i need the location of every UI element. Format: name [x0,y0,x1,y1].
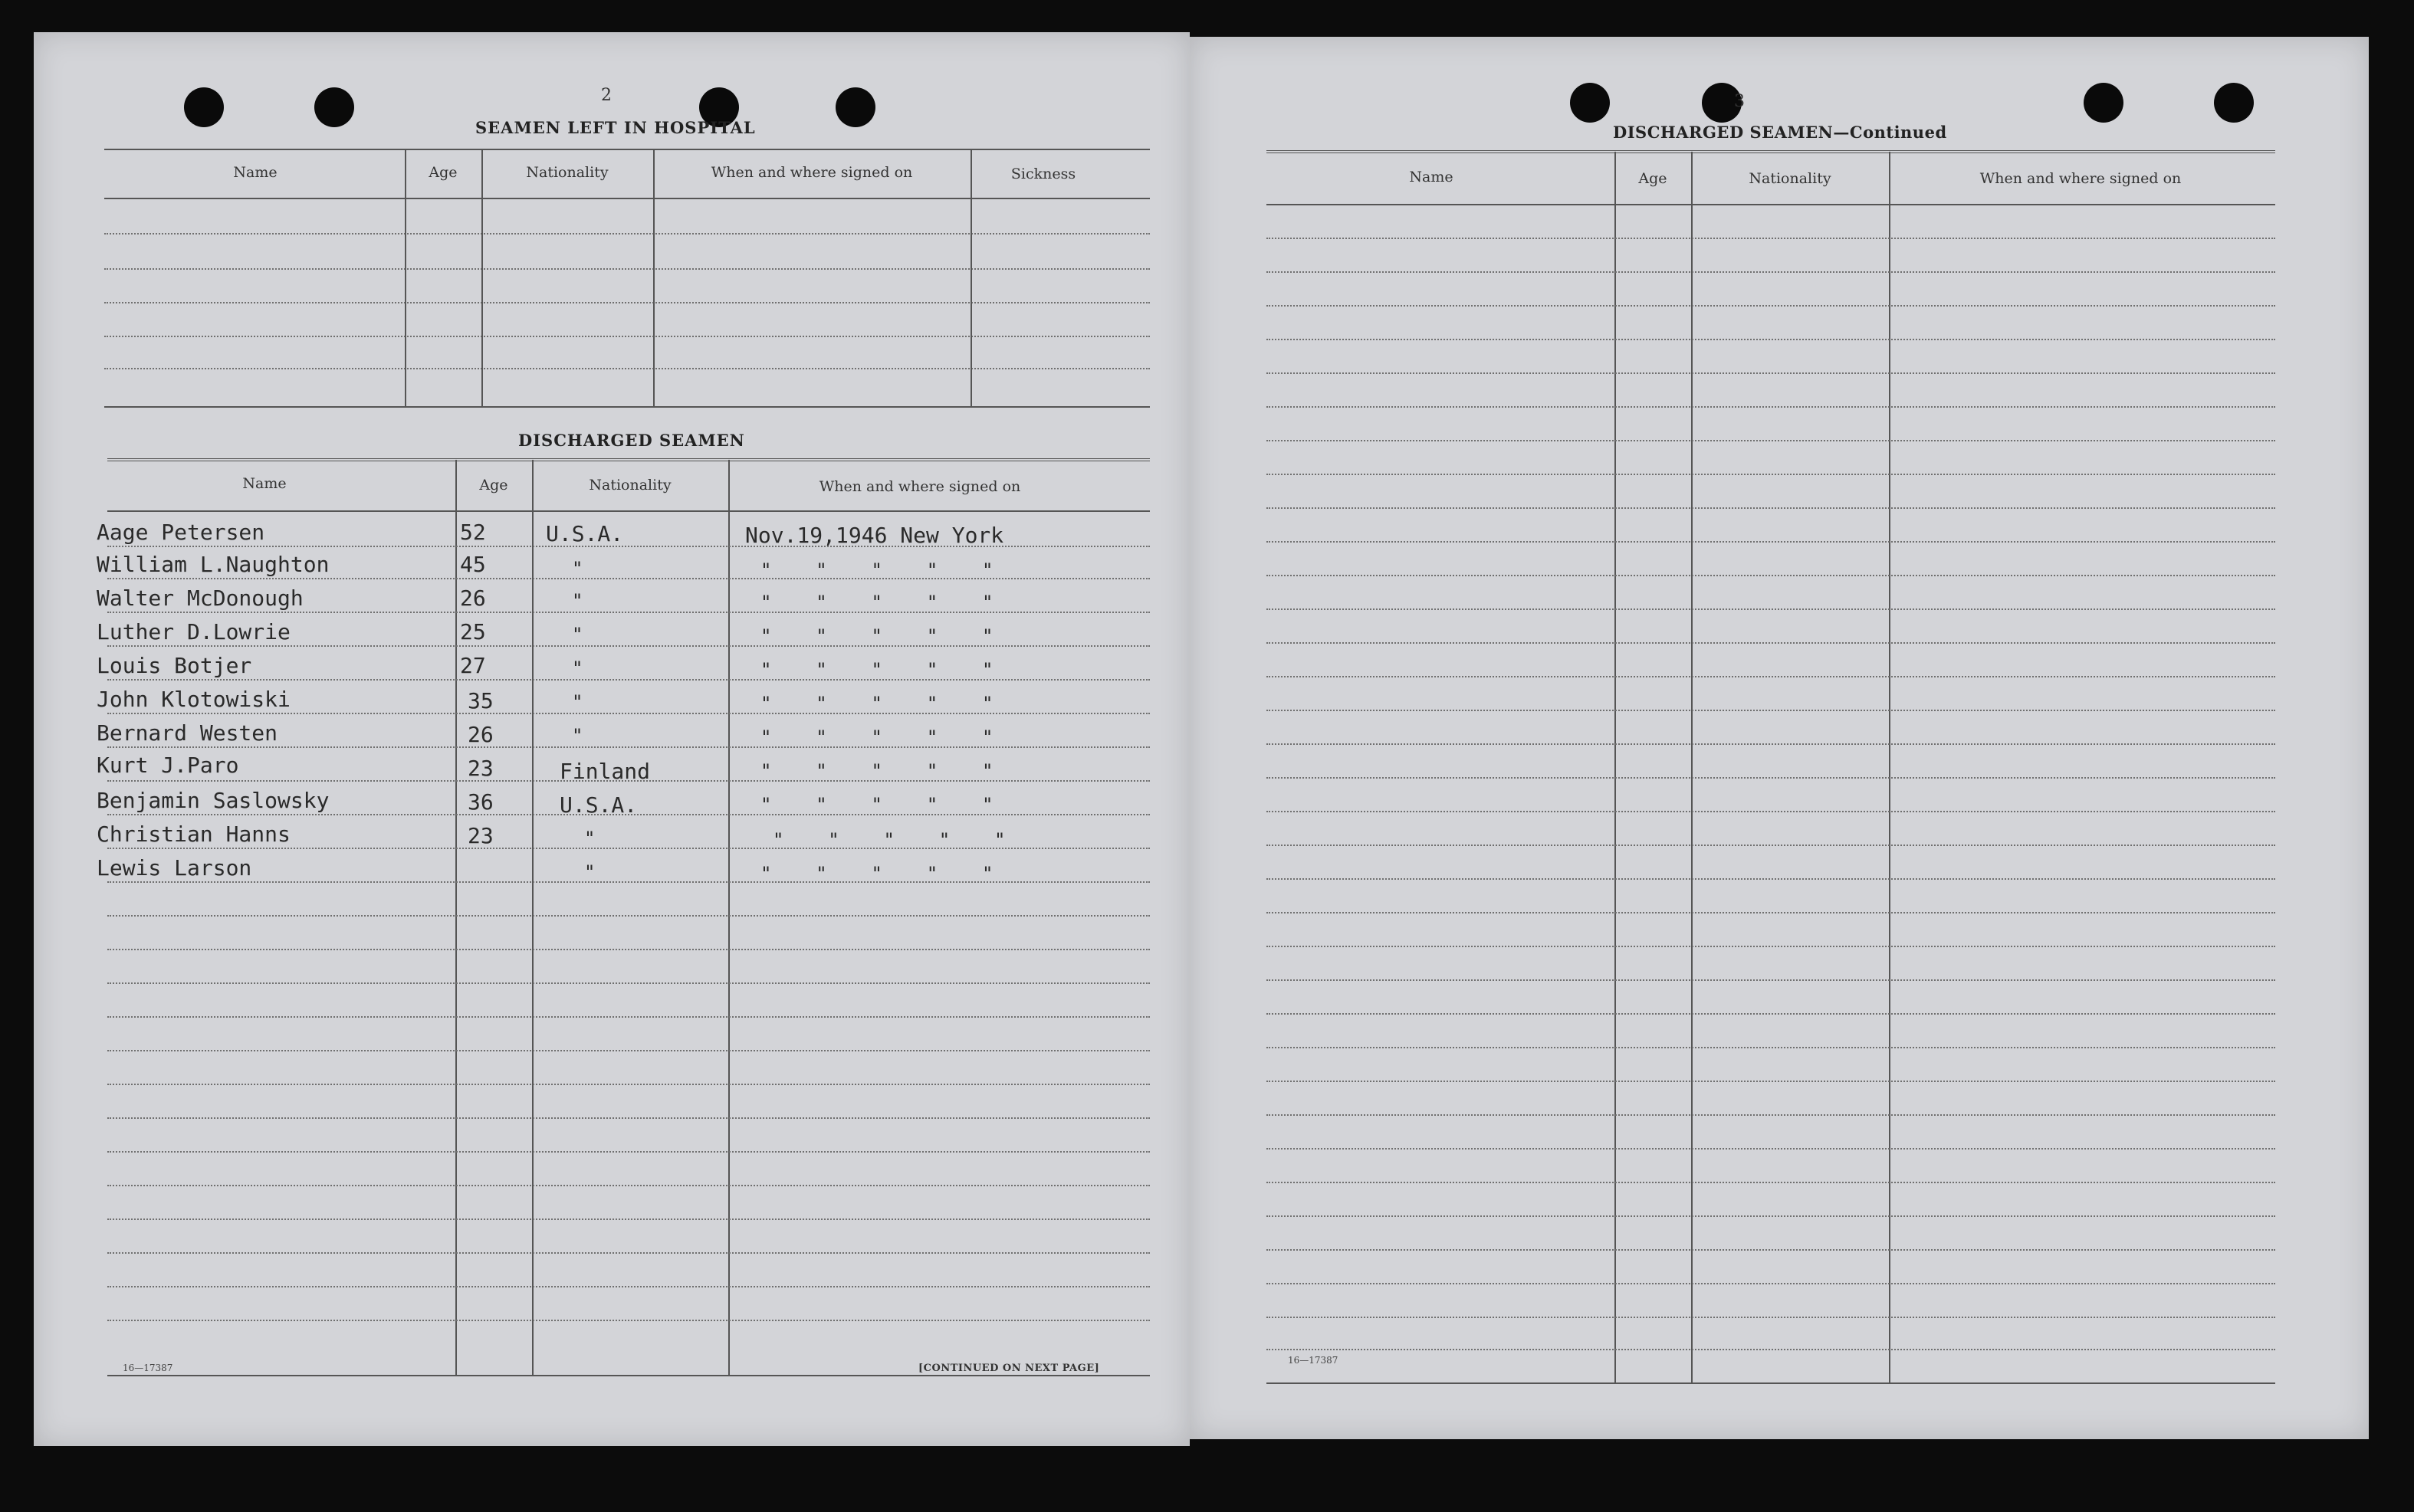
seaman-nationality: " [572,658,583,679]
hospital-col-sickness: Sickness [1010,166,1076,182]
seaman-signed-on: " " " " " [760,726,994,748]
punch-hole [836,87,875,127]
hospital-col-age: Age [429,164,458,181]
left-page [34,32,1190,1446]
seaman-nationality: " [572,691,583,713]
seaman-signed-on: " " " " " [760,592,994,613]
hospital-col-name: Name [233,164,278,181]
seaman-age: 27 [460,653,486,678]
seaman-nationality: U.S.A. [560,792,638,818]
discharged-col-nationality: Nationality [589,477,672,494]
seaman-signed-on: " " " " " [760,794,994,815]
seaman-age: 35 [468,688,494,713]
form-number: 16—17387 [1288,1355,1338,1366]
discharged-col-signed-on: When and where signed on [819,478,1021,495]
hospital-section-title: SEAMEN LEFT IN HOSPITAL [475,118,756,137]
discharged-col-age: Age [479,477,508,494]
seaman-signed-on: " " " " " [773,829,1006,851]
seaman-name: Louis Botjer [97,653,252,678]
punch-hole [184,87,224,127]
seaman-age: 36 [468,789,494,815]
seaman-age: 52 [460,520,486,545]
seaman-signed-on: " " " " " [760,693,994,714]
seaman-age: 23 [468,823,494,848]
seaman-name: John Klotowiski [97,687,291,712]
seaman-age: 26 [460,585,486,611]
seaman-signed-on: " " " " " [760,625,994,647]
discharged-section-title: DISCHARGED SEAMEN [518,431,745,450]
seaman-age: 23 [468,756,494,781]
seaman-name: William L.Naughton [97,552,330,577]
punch-hole [1570,83,1610,123]
continued-note: [CONTINUED ON NEXT PAGE] [918,1363,1100,1374]
seaman-name: Kurt J.Paro [97,753,239,778]
discharged-col-name: Name [242,475,287,492]
seaman-age: 25 [460,619,486,644]
hospital-col-nationality: Nationality [526,164,609,181]
punch-hole [314,87,354,127]
form-number: 16—17387 [123,1363,173,1373]
seaman-name: Lewis Larson [97,855,252,881]
right-col-age: Age [1638,170,1667,187]
right-col-nationality: Nationality [1749,170,1831,187]
continued-section-title: DISCHARGED SEAMEN—Continued [1613,123,1947,142]
seaman-name: Aage Petersen [97,520,265,545]
punch-hole [2084,83,2123,123]
seaman-nationality: " [572,590,583,612]
seaman-name: Walter McDonough [97,585,304,611]
seaman-name: Luther D.Lowrie [97,619,291,644]
seaman-age: 26 [468,722,494,747]
seaman-name: Bernard Westen [97,720,278,746]
seaman-signed-on: " " " " " [760,863,994,884]
seaman-signed-on: Nov.19,1946 New York [745,523,1004,548]
hospital-col-signed-on: When and where signed on [711,164,913,181]
seaman-age: 45 [460,552,486,577]
seaman-name: Benjamin Saslowsky [97,788,330,813]
page-number: 2 [601,86,612,105]
seaman-nationality: U.S.A. [546,521,624,546]
seaman-nationality: " [584,828,596,849]
punch-hole [2214,83,2254,123]
seaman-nationality: " [584,861,596,883]
seaman-name: Christian Hanns [97,822,291,847]
seaman-nationality: " [572,624,583,645]
seaman-nationality: " [572,558,583,579]
right-col-signed-on: When and where signed on [1979,170,2182,187]
seaman-nationality: " [572,725,583,746]
right-col-name: Name [1409,169,1453,185]
seaman-signed-on: " " " " " [760,559,994,581]
page-number: 3 [1734,92,1745,111]
seaman-nationality: Finland [560,759,651,784]
seaman-signed-on: " " " " " [760,659,994,681]
seaman-signed-on: " " " " " [760,760,994,782]
right-page [1190,37,2369,1439]
